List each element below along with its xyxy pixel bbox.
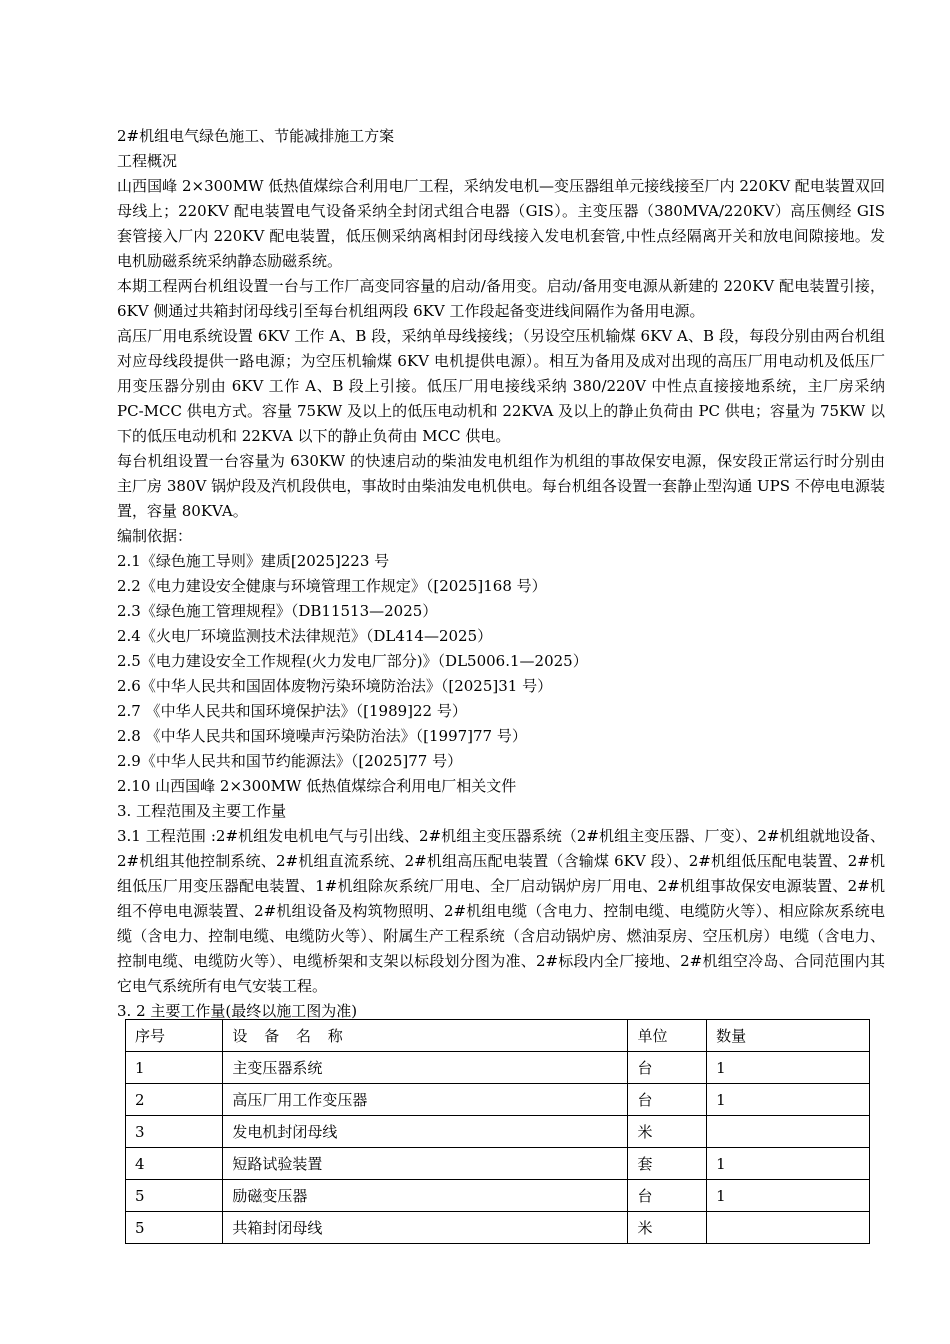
cell-equipment-name: 共箱封闭母线 [223,1212,628,1244]
cell-quantity: 1 [707,1148,870,1180]
header-equipment-name: 设 备 名 称 [223,1020,628,1052]
scope-heading: 3. 工程范围及主要工作量 [117,802,287,820]
cell-unit: 台 [628,1180,707,1212]
basis-item: 2.4《火电厂环境监测技术法律规范》（DL414—2025） [117,627,493,645]
basis-item: 2.6《中华人民共和国固体废物污染环境防治法》（[2025]31 号） [117,677,553,695]
basis-item: 2.7 《中华人民共和国环境保护法》（[1989]22 号） [117,702,467,720]
header-unit: 单位 [628,1020,707,1052]
basis-item: 2.3《绿色施工管理规程》（DB11513—2025） [117,602,438,620]
table-row [126,1212,870,1244]
cell-index: 1 [126,1052,223,1084]
workload-table [125,1019,870,1244]
basis-item: 2.8 《中华人民共和国环境噪声污染防治法》（[1997]77 号） [117,727,527,745]
table-row [126,1052,870,1084]
header-quantity: 数量 [707,1020,870,1052]
cell-equipment-name: 高压厂用工作变压器 [223,1084,628,1116]
cell-equipment-name: 短路试验装置 [223,1148,628,1180]
cell-quantity: 1 [707,1180,870,1212]
cell-index: 2 [126,1084,223,1116]
cell-quantity [707,1116,870,1148]
cell-quantity: 1 [707,1052,870,1084]
cell-unit: 米 [628,1212,707,1244]
table-row [126,1084,870,1116]
cell-unit: 台 [628,1084,707,1116]
overview-paragraph: 每台机组设置一台容量为 630KW 的快速启动的柴油发电机组作为机组的事故保安电源，保安段正常运行时分别由主厂房 380V 锅炉段及汽机段供电，事故时由柴油发电机供电。每台机组各设置一套静止型沟通 UPS 不停电电源装置，容量 80KVA。 [117,452,885,520]
cell-index: 4 [126,1148,223,1180]
overview-paragraph: 山西国峰 2×300MW 低热值煤综合利用电厂工程，采纳发电机—变压器组单元接线接至厂内 220KV 配电装置双回母线上；220KV 配电装置电气设备采纳全封闭式组合电器（GIS）。主变压器（380MVA/220KV）高压侧经 GIS 套管接入厂内 220KV 配电装置，低压侧采纳离相封闭母线接入发电机套管,中性点经隔离开关和放电间隙接地。发电机励磁系统采纳静态励磁系统。 [117,177,885,270]
basis-heading: 编制依据： [117,527,193,545]
cell-unit: 台 [628,1052,707,1084]
table-header-row [126,1020,870,1052]
overview-paragraph: 本期工程两台机组设置一台与工作厂高变同容量的启动/备用变。启动/备用变电源从新建的 220KV 配电装置引接，6KV 侧通过共箱封闭母线引至每台机组两段 6KV 工作段起备变进线间隔作为备用电源。 [117,277,885,320]
cell-unit: 米 [628,1116,707,1148]
overview-heading: 工程概况 [117,152,178,170]
basis-item: 2.2《电力建设安全健康与环境管理工作规定》（[2025]168 号） [117,577,547,595]
basis-item: 2.10 山西国峰 2×300MW 低热值煤综合利用电厂相关文件 [117,777,517,795]
cell-index: 5 [126,1180,223,1212]
table-row [126,1148,870,1180]
cell-quantity [707,1212,870,1244]
overview-paragraph: 高压厂用电系统设置 6KV 工作 A、B 段，采纳单母线接线；（另设空压机输煤 6KV A、B 段，每段分别由两台机组对应母线段提供一路电源；为空压机输煤 6KV 电机提供电源）。相互为备用及成对出现的高压厂用电动机及低压厂用变压器分别由 6KV 工作 A、B 段上引接。低压厂用电接线采纳 380/220V 中性点直接接地系统，主厂房采纳 PC-MCC 供电方式。容量 75KW 及以上的低压电动机和 22KVA 及以上的静止负荷由 PC 供电；容量为 75KW 以下的低压电动机和 22KVA 以下的静止负荷由 MCC 供电。 [117,327,885,445]
document-title: 2#机组电气绿色施工、节能减排施工方案 [117,127,395,145]
cell-unit: 套 [628,1148,707,1180]
workload-heading: 3. 2 主要工作量(最终以施工图为准) [117,1002,358,1020]
cell-equipment-name: 励磁变压器 [223,1180,628,1212]
cell-quantity: 1 [707,1084,870,1116]
basis-item: 2.5《电力建设安全工作规程(火力发电厂部分)》（DL5006.1—2025） [117,652,588,670]
scope-paragraph: 3.1 工程范围 :2#机组发电机电气与引出线、2#机组主变压器系统（2#机组主变压器、厂变）、2#机组就地设备、2#机组其他控制系统、2#机组直流系统、2#机组高压配电装置（含输煤 6KV 段）、2#机组低压配电装置、2#机组低压厂用变压器配电装置、1#机组除灰系统厂用电、全厂启动锅炉房厂用电、2#机组事故保安电源装置、2#机组不停电电源装置、2#机组设备及构筑物照明、2#机组电缆（含电力、控制电缆、电缆防火等）、相应除灰系统电缆（含电力、控制电缆、电缆防火等）、附属生产工程系统（含启动锅炉房、燃油泵房、空压机房）电缆（含电力、控制电缆、电缆防火等）、电缆桥架和支架以标段划分图为准、2#标段内全厂接地、2#机组空冷岛、合同范围内其它电气系统所有电气安装工程。 [117,827,885,995]
cell-index: 3 [126,1116,223,1148]
cell-equipment-name: 主变压器系统 [223,1052,628,1084]
table-row [126,1180,870,1212]
table-row [126,1116,870,1148]
cell-index: 5 [126,1212,223,1244]
cell-equipment-name: 发电机封闭母线 [223,1116,628,1148]
header-index: 序号 [126,1020,223,1052]
basis-item: 2.9《中华人民共和国节约能源法》（[2025]77 号） [117,752,463,770]
basis-item: 2.1《绿色施工导则》建质[2025]223 号 [117,552,390,570]
document-body [117,124,885,1024]
